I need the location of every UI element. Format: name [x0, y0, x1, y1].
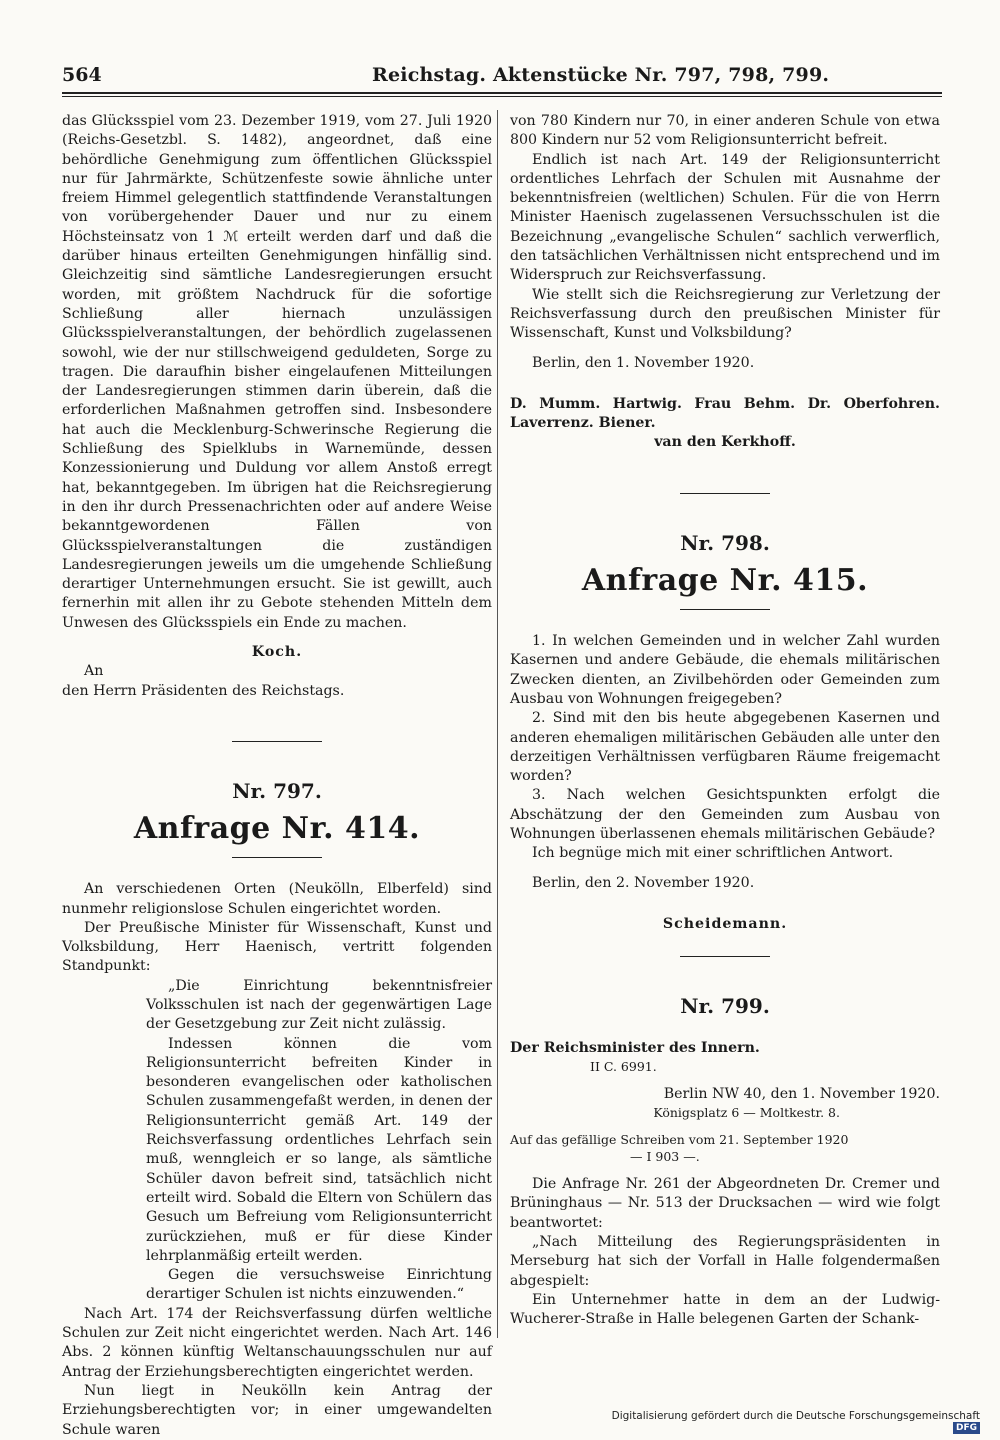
addressee: den Herrn Präsidenten des Reichstags.: [62, 682, 345, 699]
addressee-an: An: [84, 663, 104, 680]
left-column: [62, 112, 492, 1440]
paragraph: das Glücksspiel vom 23. Dezember 1919, vom 27. Juli 1920 (Reichs-Gesetzbl. S. 1482), angeordnet, daß eine behördliche Genehmigung zum öffentlichen Glücksspiel nur für Jahrmärkte, Schützenfeste sowie ähnliche unter freiem Himmel gelegentlich stattfindende Veranstaltungen von vorübergehender Dauer und nur zu einem Höchsteinsatz von 1 ℳ erteilt werden darf und daß die darüber hinaus erteilten Genehmigungen hinfällig sind. Gleichzeitig sind sämtliche Landesregierungen ersucht worden, mit größtem Nachdruck für die sofortige Schließung aller hiernach unzulässigen Glücksspielveranstaltungen, der behördlich zugelassenen sowohl, wie der nur stillschweigend geduldeten, Sorge zu tragen. Die daraufhin bisher eingelaufenen Mitteilungen der Landesregierungen stimmen darin überein, daß die erforderlichen Maßnahmen getroffen sind. Insbesondere hat auch die Mecklenburg-Schwerinsche Regierung die Schließung des Spielklubs in Warnemünde, dessen Konzessionierung und Duldung vor allem Anstoß erregt hat, bekanntgegeben. Im übrigen hat die Reichsregierung in den ihr durch Pressenachrichten oder auf andere Weise bekanntgewordenen Fällen von Glücksspielveranstaltungen die zuständigen Landesregierungen jeweils um die umgehende Schließung derartiger Unternehmungen ersucht. Sie ist gewillt, auch fernerhin mit allen ihr zu Gebote stehenden Mitteln dem Unwesen des Glücksspiels ein Ende zu machen.: [62, 113, 492, 631]
reference-letter: Auf das gefällige Schreiben vom 21. September 1920: [510, 1132, 849, 1148]
signature-scheidemann: Scheidemann.: [662, 915, 788, 932]
date-line: Berlin, den 2. November 1920.: [532, 874, 755, 891]
page-number: 564: [62, 64, 102, 86]
paragraph: Nach Art. 174 der Reichsverfassung dürfen weltliche Schulen zur Zeit nicht eingerichtet werden. Nach Art. 146 Abs. 2 können künftig Weltanschauungsschulen nur auf Antrag der Erziehungsberechtigten eingerichtet werden.: [62, 1305, 492, 1380]
paragraph: Endlich ist nach Art. 149 der Religionsunterricht ordentliches Lehrfach der Schulen mit Ausnahme der bekenntnisfreien (weltlichen) Schulen. Für die von Herrn Minister Haenisch zugelassenen Versuchsschulen ist die Bezeichnung „evangelische Schulen“ sachlich verwerflich, den tatsächlichen Verhältnissen nicht entsprechend und im Widerspruch zur Reichsverfassung.: [510, 151, 940, 284]
question-3: 3. Nach welchen Gesichtspunkten erfolgt die Abschätzung der den Gemeinden zum Ausbau von Wohnungen überlassenen ehemals militärischen Gebäude?: [510, 787, 940, 843]
paragraph: „Nach Mitteilung des Regierungspräsidenten in Merseburg hat sich der Vorfall in Halle folgendermaßen abgespielt:: [510, 1233, 940, 1289]
quote-paragraph: „Die Einrichtung bekenntnisfreier Volksschulen ist nach der gegenwärtigen Lage der Gesetzgebung zur Zeit nicht zulässig.: [146, 977, 492, 1033]
header-rule: [62, 92, 942, 94]
signers-continued: van den Kerkhoff.: [654, 434, 796, 451]
paragraph: Die Anfrage Nr. 261 der Abgeordneten Dr. Cremer und Brüninghaus — Nr. 513 der Drucksachen — wird wie folgt beantwortet:: [510, 1176, 940, 1231]
document-number: Nr. 798.: [680, 530, 770, 555]
paragraph: Der Preußische Minister für Wissenschaft, Kunst und Volksbildung, Herr Haenisch, vertritt folgenden Standpunkt:: [62, 919, 492, 975]
paragraph: Nun liegt in Neukölln kein Antrag der Erziehungsberechtigten vor; in einer umgewandelten Schule waren: [62, 1382, 492, 1438]
footer-text: Digitalisierung gefördert durch die Deutsche Forschungsgemeinschaft: [611, 1410, 980, 1422]
reference-number: II C. 6991.: [590, 1058, 657, 1074]
paragraph: An verschiedenen Orten (Neukölln, Elberfeld) sind nunmehr religionslose Schulen eingerichtet worden.: [62, 881, 492, 917]
page-header: [62, 62, 942, 92]
right-column: [510, 112, 940, 1329]
header-rule-thin: [62, 96, 942, 97]
question-1: 1. In welchen Gemeinden und in welcher Zahl wurden Kasernen und andere Gebäude, die ehemals militärischen Zwecken dienten, an Zivilbehörden oder Gemeinden zum Ausbau von Wohnungen freigegeben?: [510, 633, 940, 707]
date-line: Berlin, den 1. November 1920.: [532, 354, 755, 371]
paragraph: Ich begnüge mich mit einer schriftlichen Antwort.: [532, 845, 894, 862]
signers: D. Mumm. Hartwig. Frau Behm. Dr. Oberfohren. Laverrenz. Biener.: [510, 395, 940, 432]
sender: Der Reichsminister des Innern.: [510, 1039, 760, 1056]
reference-letter-number: — I 903 —.: [630, 1149, 700, 1165]
column-divider: [497, 110, 498, 1338]
digitization-footer: [600, 1410, 980, 1433]
place-date: Berlin NW 40, den 1. November 1920.: [663, 1085, 940, 1102]
quote-paragraph: Gegen die versuchsweise Einrichtung derartiger Schulen ist nichts einzuwenden.“: [146, 1267, 492, 1303]
inquiry-heading: Anfrage Nr. 415.: [581, 563, 869, 599]
document-number: Nr. 797.: [232, 778, 322, 803]
signature-koch: Koch.: [251, 644, 303, 661]
sender-address: Königsplatz 6 — Moltkestr. 8.: [653, 1105, 840, 1121]
quote-paragraph: Indessen können die vom Religionsunterricht befreiten Kinder in besonderen evangelischen oder katholischen Schulen zusammengefaßt werden, in denen der Religionsunterricht gemäß Art. 149 der Reichsverfassung ordentliches Lehrfach sein muß, wenngleich er so lange, als sämtliche Schüler davon befreit sind, tatsächlich nicht erteilt wird. Sobald die Eltern von Schülern das Gesuch um Befreiung vom Religionsunterricht zurückziehen, muß er für diese Kinder lehrplanmäßig erteilt werden.: [146, 1035, 492, 1264]
paragraph: von 780 Kindern nur 70, in einer anderen Schule von etwa 800 Kindern nur 52 vom Religionsunterricht befreit.: [510, 113, 940, 149]
dfg-logo: DFG: [953, 1422, 980, 1434]
question-2: 2. Sind mit den bis heute abgegebenen Kasernen und anderen ehemaligen militärischen Gebäuden alle unter den derzeitigen Verhältnissen verfügbaren Räume freigemacht worden?: [510, 710, 940, 785]
paragraph: Ein Unternehmer hatte in dem an der Ludwig-Wucherer-Straße in Halle belegenen Garten der Schank-: [510, 1291, 940, 1328]
paragraph: Wie stellt sich die Reichsregierung zur Verletzung der Reichsverfassung durch den preußischen Minister für Wissenschaft, Kunst und Volksbildung?: [510, 286, 940, 342]
running-title: Reichstag. Aktenstücke Nr. 797, 798, 799.: [372, 64, 830, 86]
document-number: Nr. 799.: [680, 994, 770, 1019]
inquiry-heading: Anfrage Nr. 414.: [133, 811, 421, 847]
